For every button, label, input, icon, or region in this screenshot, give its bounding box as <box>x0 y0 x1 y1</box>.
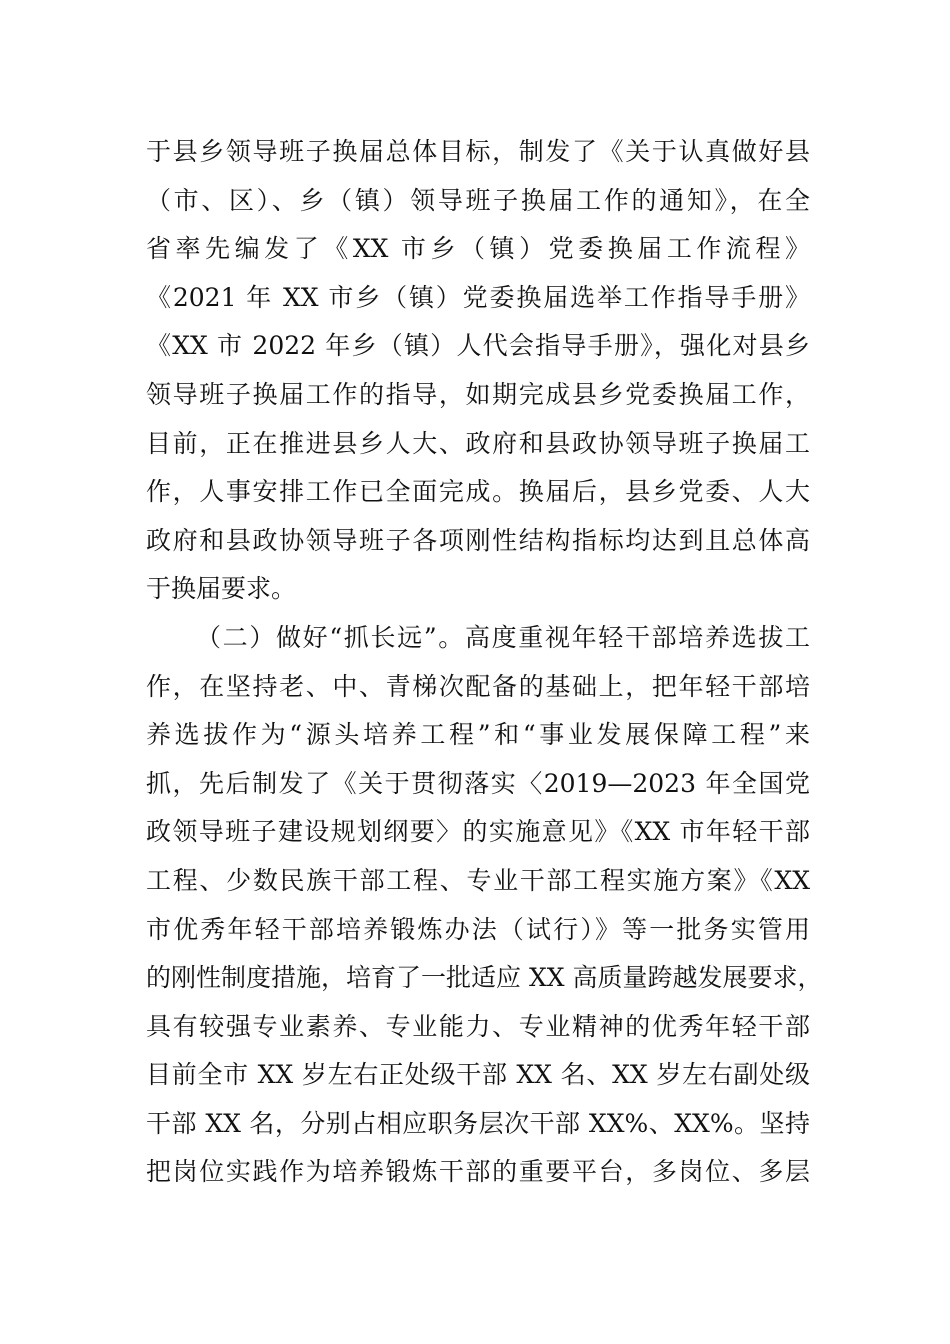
text-line: 目前，正在推进县乡人大、政府和县政协领导班子换届工 <box>146 428 810 458</box>
text-line: 作，人事安排工作已全面完成。换届后，县乡党委、人大 <box>146 477 810 507</box>
text-line: 的刚性制度措施，培育了一批适应 XX 高质量跨越发展要求， <box>146 963 823 993</box>
document-body <box>146 128 823 1197</box>
text-line: 于换届要求。 <box>146 574 297 604</box>
text-line: 养选拔作为“源头培养工程”和“事业发展保障工程”来 <box>146 720 810 750</box>
text-line: （市、区）、乡（镇）领导班子换届工作的通知》，在全 <box>146 185 810 215</box>
text-line: 具有较强专业素养、专业能力、专业精神的优秀年轻干部 <box>146 1011 810 1041</box>
text-line: 目前全市 XX 岁左右正处级干部 XX 名、XX 岁左右副处级 <box>146 1060 810 1090</box>
text-line: 作，在坚持老、中、青梯次配备的基础上，把年轻干部培 <box>146 671 810 701</box>
paragraph-heading-line: （二）做好“抓长远”。高度重视年轻干部培养选拔工 <box>196 622 810 652</box>
text-line: 政领导班子建设规划纲要〉的实施意见》《XX 市年轻干部 <box>146 817 810 847</box>
text-line: 省率先编发了《XX 市乡（镇）党委换届工作流程》 <box>146 234 810 264</box>
text-line: 领导班子换届工作的指导，如期完成县乡党委换届工作， <box>146 379 810 409</box>
text-line: 把岗位实践作为培养锻炼干部的重要平台，多岗位、多层 <box>146 1157 810 1187</box>
text-line: 市优秀年轻干部培养锻炼办法（试行）》等一批务实管用 <box>146 914 810 944</box>
text-line: 政府和县政协领导班子各项刚性结构指标均达到且总体高 <box>146 525 810 555</box>
text-line: 工程、少数民族干部工程、专业干部工程实施方案》《XX <box>146 865 810 895</box>
text-line: 干部 XX 名，分别占相应职务层次干部 XX%、XX%。坚持 <box>146 1108 810 1138</box>
text-line: 《2021 年 XX 市乡（镇）党委换届选举工作指导手册》 <box>146 282 810 312</box>
text-line: 抓，先后制发了《关于贯彻落实〈2019—2023 年全国党 <box>146 768 810 798</box>
text-line: 《XX 市 2022 年乡（镇）人代会指导手册》，强化对县乡 <box>146 331 810 361</box>
text-line: 于县乡领导班子换届总体目标，制发了《关于认真做好县 <box>146 137 810 166</box>
